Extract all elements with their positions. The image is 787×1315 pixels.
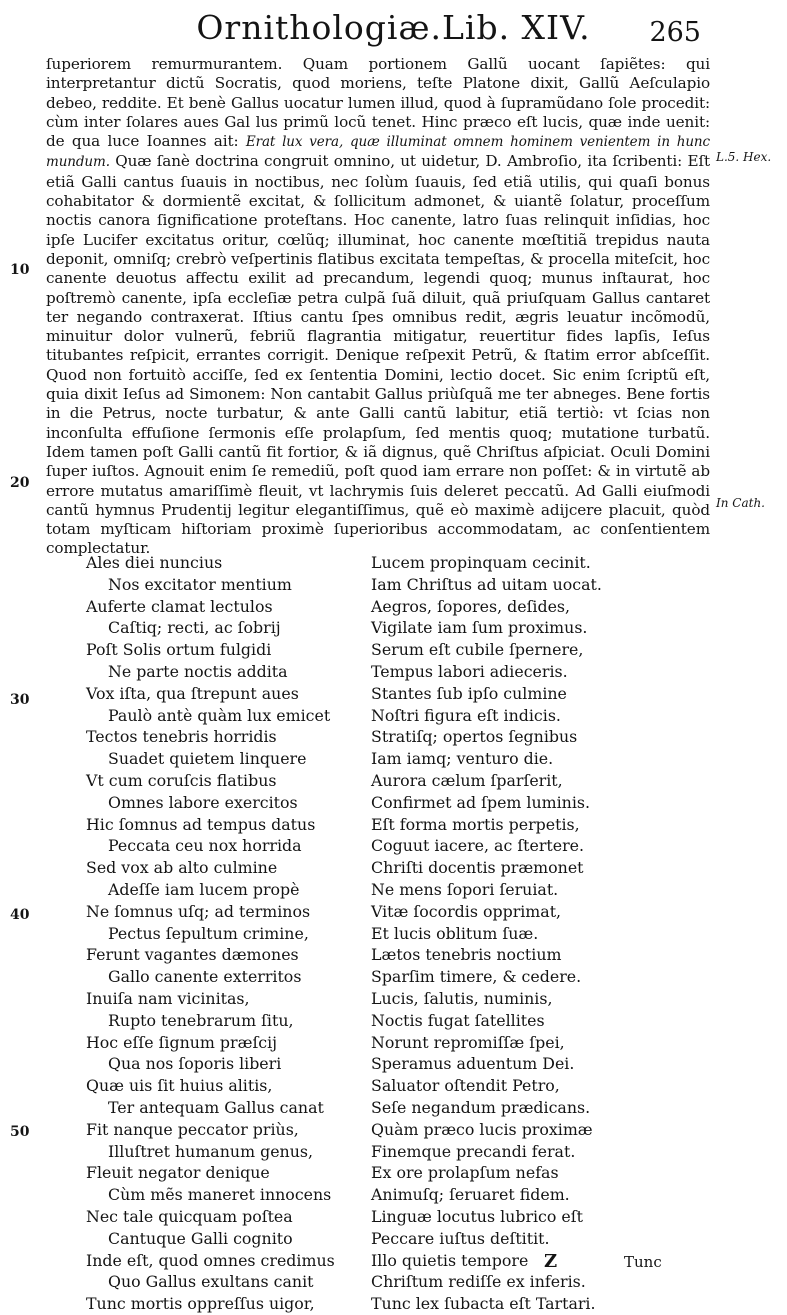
hymn-verse-line: Lucis, ſalutis, numinis, xyxy=(371,988,553,1008)
hymn-verse-line: Vigilate iam ſum proximus. xyxy=(371,618,588,638)
hymn-verse-line: Ex ore prolapſum nefas xyxy=(371,1163,559,1183)
hymn-verse-line: Fit nanque peccator priùs, xyxy=(86,1119,299,1139)
hymn-verse-line: Tunc lex ſubacta eſt Tartari. xyxy=(371,1294,596,1314)
hymn-verse-line: Peccata ceu nox horrida xyxy=(108,836,302,856)
hymn-verse-line: Serum eſt cubile ſpernere, xyxy=(371,640,584,660)
hymn-verse-line: Linguæ locutus lubrico eſt xyxy=(371,1206,583,1226)
hymn-verse-line: Tectos tenebris horridis xyxy=(86,727,277,747)
hymn-verse-line: Pectus ſepultum crimine, xyxy=(108,923,309,943)
hymn-verse-line: Nos excitator mentium xyxy=(108,574,292,594)
hymn-verse-line: Sparſim timere, & cedere. xyxy=(371,967,582,987)
hymn-verse-line: Saluator oſtendit Petro, xyxy=(371,1076,560,1096)
hymn-verse-line: Tunc mortis oppreſſus uigor, xyxy=(86,1294,315,1314)
hymn-verse-line: Seſe negandum prædicans. xyxy=(371,1097,591,1117)
hymn-verse-line: Et lucis oblitum ſuæ. xyxy=(371,923,539,943)
hymn-verse-line: Inde eſt, quod omnes credimus xyxy=(86,1250,335,1270)
prose-line: ſuperiorem remurmurantem. Quam portionem Gallũ uocant ſapiẽtes: qui interpretantur xyxy=(46,55,710,93)
hymn-verse-line: Animuſq; ſeruaret fidem. xyxy=(371,1185,570,1205)
prose-line: lus primũ locũ tenet. Hinc præco eſt lucis, quæ inde uenit: de qua luce Ioannes ait: xyxy=(46,112,710,151)
running-title: Ornithologiæ.Lib. XIV. xyxy=(196,8,591,47)
prose-line: Gallus uocatur lumen illud, quod à ſupramũdano ſole procedit: cùm inter ſolares aues Gal xyxy=(46,93,711,131)
hymn-verse-line: Ne ſomnus uſq; ad terminos xyxy=(86,901,311,921)
hymn-verse-line: Caſtiq; recti, ac ſobrij xyxy=(108,618,281,638)
scripture-quote: Erat lux vera, quæ illuminat omnem hominem venientem in hunc mundum. xyxy=(46,134,710,171)
hymn-verse-line: Stratiſq; opertos ſegnibus xyxy=(371,727,578,747)
hymn-verse-line: Illuſtret humanum genus, xyxy=(108,1141,314,1161)
hymn-verse-line: Lucem propinquam cecinit. xyxy=(371,553,591,572)
hymn-left-column xyxy=(86,552,376,1315)
line-number: 10 xyxy=(10,262,30,278)
hymn-verse-line: Noctis fugat ſatellites xyxy=(371,1010,545,1030)
line-number: 40 xyxy=(10,907,30,923)
hymn-verse-line: Ter antequam Gallus canat xyxy=(108,1097,324,1117)
hymn-verse-line: Lætos tenebris noctium xyxy=(371,945,562,965)
page-number: 265 xyxy=(649,17,701,48)
hymn-verse-line: Aegros, ſopores, deſides, xyxy=(371,596,571,616)
hymn-verse-line: Tempus labori adieceris. xyxy=(371,661,568,681)
hymn-verse-line: Sed vox ab alto culmine xyxy=(86,858,278,878)
hymn-verse-line: Quæ uis ſit huius alitis, xyxy=(86,1076,273,1096)
hymn-verse-line: Stantes ſub ipſo culmine xyxy=(371,683,567,703)
hymn-verse-line: Coguut iacere, ac ſtertere. xyxy=(371,836,585,856)
hymn-verse-line: Eſt forma mortis perpetis, xyxy=(371,814,580,834)
hymn-verse-line: Vitæ ſocordis opprimat, xyxy=(371,901,562,921)
hymn-verse-line: Ales diei nuncius xyxy=(86,553,223,572)
hymn-verse-line: Chriſtum rediſſe ex inferis. xyxy=(371,1272,586,1292)
hymn-verse-line: Hic ſomnus ad tempus datus xyxy=(86,814,316,834)
hymn-verse-line: Ne mens ſopori ſeruiat. xyxy=(371,879,559,899)
line-number: 30 xyxy=(10,692,30,708)
hymn-verse-line: Inuiſa nam vicinitas, xyxy=(86,988,250,1008)
hymn-verse-line: Rupto tenebrarum ſitu, xyxy=(108,1010,294,1030)
hymn-verse-line: Ferunt vagantes dæmones xyxy=(86,945,299,965)
hymn-verse-line: Vox iſta, qua ſtrepunt aues xyxy=(86,683,299,703)
hymn-verse-line: Cantuque Galli cognito xyxy=(108,1228,293,1248)
hymn-verse-line: Qua nos ſoporis liberi xyxy=(108,1054,282,1074)
hymn-verse-line: Finemque precandi ferat. xyxy=(371,1141,576,1161)
prose-block xyxy=(46,55,710,559)
hymn-right-column xyxy=(371,552,701,1315)
hymn-verse-line: Gallo canente exterritos xyxy=(108,967,302,987)
line-number: 20 xyxy=(10,475,30,491)
hymn-verse-line: Paulò antè quàm lux emicet xyxy=(108,705,331,725)
hymn-verse-line: Auferte clamat lectulos xyxy=(86,596,273,616)
hymn-verse-line: Hoc eſſe ſignum præſcij xyxy=(86,1032,278,1052)
hymn-verse-line: Nec tale quicquam poſtea xyxy=(86,1206,293,1226)
hymn-verse-line: Chriſti docentis præmonet xyxy=(371,858,584,878)
prose-line: dictũ Socratis, quod moriens, teſte Platone dixit, Gallũ Aeſculapio debeo, reddite. Et benè xyxy=(46,74,710,112)
line-number: 50 xyxy=(10,1124,30,1140)
hymn-verse-line: Iam Chriſtus ad uitam uocat. xyxy=(371,574,602,594)
hymn-verse-line: Noſtri figura eſt indicis. xyxy=(371,705,561,725)
hymn-verse-line: Suadet quietem linquere xyxy=(108,749,307,769)
hymn-verse-line: Quo Gallus exultans canit xyxy=(108,1272,314,1292)
hymn-verse-line: Peccare iuſtus deſtitit. xyxy=(371,1228,550,1248)
page-header xyxy=(0,6,787,50)
hymn-verse-line: Ne parte noctis addita xyxy=(108,661,288,681)
prose-paragraph: Quæ ſanè doctrina congruit omnino, ut uidetur, D. Ambroſio, ita ſcribenti: Eſt etiã Galli cantus ſuauis in noctibus, nec ſolùm ſuauis, ſed etiã utilis, qui quaſi bonus cohabitator & dormientẽ excitat, & ſollicitum admonet, & uiantẽ ſolatur, proceſſum noctis canora ſignificatione proteſtans. Hoc canente, latro ſuas relinquit inſidias, hoc ipſe Lucifer excitatus oritur, cœlũq; illuminat, hoc canente mœſtitiã trepidus nauta deponit, omniſq; crebrò veſpertinis flatibus excitata tempeſtas, & procella miteſcit, hoc canente deuotus affectu exilit ad precandum, legendi quoq; munus inſtaurat, hoc poſtremò canente, ipſa eccleſiæ petra culpã ſuã diluit, quã priuſquam Gallus cantaret ter negando contraxerat. Iſtius cantu ſpes omnibus redit, ægris leuatur incõmodũ, minuitur dolor vulnerũ, febriũ flagrantia mitigatur, reuertitur fides lapſis, Ieſus titubantes reſpicit, errantes corrigit. Denique reſpexit Petrũ, & ſtatim error abſceſſit. Quod non fortuitò acciſſe, ſed ex ſententia Domini, lectio docet. Sic enim ſcriptũ eſt, quia dixit Ieſus ad Simonem: Non cantabit Gallus priùſquã me ter abneges. Bene fortis in die Petrus, nocte turbatur, & ante Galli cantũ labitur, etiã tertiò: vt ſcias non inconſulta effuſione ſermonis eſſe prolapſum, ſed mentis quoq; mutatione turbatũ. Idem tamen poſt Galli cantũ fit fortior, & iã dignus, quẽ Chriſtus aſpiciat. Oculi Domini ſuper iuſtos. Agnouit enim ſe remediũ, poſt quod iam errare non poſſet: & in virtutẽ ab errore mutatus amariſſimè fleuit, vt lachrymis ſuis deleret peccatũ. Ad Galli eiuſmodi cantũ hymnus Prudentij legitur elegantiſſimus, quẽ eò maximè adijcere placuit, quòd totam myſticam hiſtoriam proximè ſuperioribus accommodatam, ac conſentientem complectatur. xyxy=(46,152,710,558)
hymn-verse-line: Omnes labore exercitos xyxy=(108,792,298,812)
hymn-verse-line: Quàm præco lucis proximæ xyxy=(371,1119,593,1139)
signature-mark: Z xyxy=(544,1251,558,1272)
hymn-verse-line: Vt cum coruſcis flatibus xyxy=(86,770,277,790)
margin-note-prudentius: In Cath. xyxy=(716,496,765,510)
margin-note-ambrose: L.5. Hex. xyxy=(716,150,772,164)
hymn-verse-line: Confirmet ad ſpem luminis. xyxy=(371,792,591,812)
hymn-verse-line: Adeſſe iam lucem propè xyxy=(108,879,300,899)
hymn-verse-line: Poſt Solis ortum fulgidi xyxy=(86,640,272,660)
hymn-verse-line: Fleuit negator denique xyxy=(86,1163,270,1183)
hymn-verse-line: Cùm mẽs maneret innocens xyxy=(108,1185,332,1205)
hymn-verse-line: Speramus aduentum Dei. xyxy=(371,1054,575,1074)
hymn-verse-line: Norunt repromiſſæ ſpei, xyxy=(371,1032,565,1052)
hymn-verse-line: Illo quietis tempore xyxy=(371,1250,529,1270)
catchword: Tunc xyxy=(624,1253,662,1271)
hymn-verse-line: Iam iamq; venturo die. xyxy=(371,749,554,769)
hymn-verse-line: Aurora cælum ſparſerit, xyxy=(371,770,563,790)
